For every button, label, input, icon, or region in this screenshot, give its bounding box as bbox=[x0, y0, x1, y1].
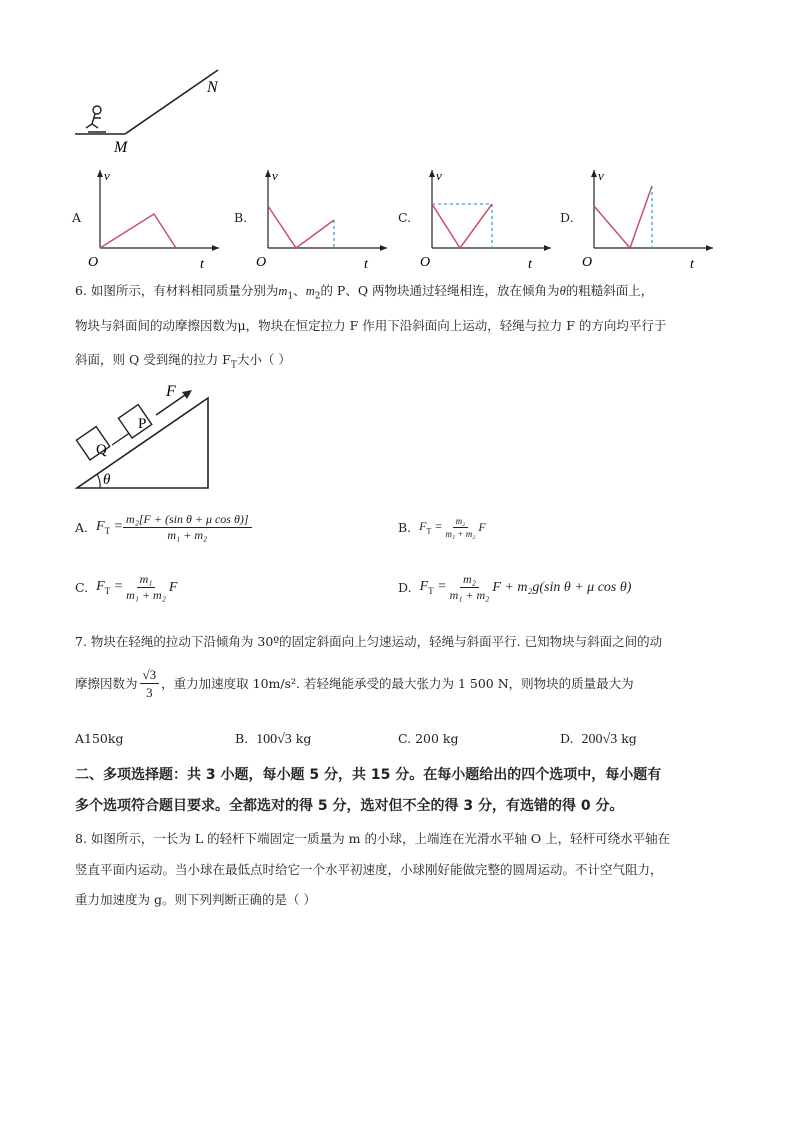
graph-c-curve bbox=[432, 204, 492, 248]
graph-c-t: t bbox=[528, 257, 532, 271]
q7-line1: 7. 物块在轻绳的拉动下沿倾角为 30º的固定斜面向上匀速运动，轻绳与斜面平行. 已知物块与斜面之间的动 bbox=[75, 634, 663, 649]
vt-graph-options bbox=[70, 166, 770, 276]
graph-c-origin: O bbox=[420, 255, 431, 270]
option-d-label: D. bbox=[560, 210, 574, 225]
graph-a-t: t bbox=[200, 257, 204, 271]
q6-option-c[interactable]: C. $F_T$ = $\frac{\text{m₁}}{\text{m₁ + m₂}}$ F bbox=[75, 572, 178, 602]
graph-b-v: v bbox=[272, 168, 278, 183]
option-b-label: B. bbox=[234, 210, 248, 225]
section2-line2: 多个选项符合题目要求。全都选对的得 5 分，选对但不全的得 3 分，有选错的得 0 分。 bbox=[75, 798, 624, 814]
graph-a-curve bbox=[100, 214, 176, 248]
graph-d-t: t bbox=[690, 257, 694, 271]
skier-icon bbox=[86, 106, 106, 132]
section2-line1: 二、多项选择题：共 3 小题，每小题 5 分，共 15 分。在每小题给出的四个选项中，每小题有 bbox=[75, 767, 662, 783]
q6-option-d[interactable]: D. $F_T$ = $\frac{\text{m₂}}{\text{m₁ + m₂}}$ F + m₂g(sin θ + μ cos θ) bbox=[398, 572, 632, 602]
q6-option-b[interactable]: B. $F_T$ = $\frac{\text{m₂}}{\text{m₁ + m₂}}$ F bbox=[398, 516, 486, 539]
incline-figure bbox=[70, 378, 220, 493]
graph-a bbox=[84, 166, 224, 271]
q6-line3: 斜面，则 Q 受到绳的拉力 $F_T$大小（ ） bbox=[75, 352, 291, 371]
q8-line3: 重力加速度为 g。则下列判断正确的是（ ） bbox=[75, 892, 316, 907]
q7-option-a[interactable]: A150kg bbox=[75, 731, 124, 746]
graph-c-v: v bbox=[436, 168, 442, 183]
graph-a-v: v bbox=[104, 168, 110, 183]
slope-line bbox=[125, 70, 218, 134]
option-a-label: A bbox=[72, 210, 82, 225]
graph-d-origin: O bbox=[582, 255, 593, 270]
fig-p: P bbox=[138, 416, 147, 432]
fig-f: F bbox=[166, 383, 176, 400]
option-c-label: C. bbox=[398, 210, 412, 225]
graph-b-origin: O bbox=[256, 255, 267, 270]
q7-option-c[interactable]: C. 200 kg bbox=[398, 731, 459, 746]
graph-b-curve bbox=[268, 206, 334, 248]
block-p bbox=[118, 405, 151, 438]
graph-d-v: v bbox=[598, 168, 604, 183]
q6-line2: 物块与斜面间的动摩擦因数为μ，物块在恒定拉力 F 作用下沿斜面向上运动，轻绳与拉力 F 的方向均平行于 bbox=[75, 318, 667, 333]
label-m: M bbox=[114, 139, 128, 156]
graph-c bbox=[416, 166, 556, 271]
graph-d bbox=[578, 166, 718, 271]
q7-option-d[interactable]: D. 200√3 kg bbox=[560, 731, 637, 747]
fig-theta: θ bbox=[103, 472, 111, 488]
angle-arc bbox=[97, 474, 100, 488]
q7-option-b[interactable]: B. 100√3 kg bbox=[235, 731, 312, 747]
label-n: N bbox=[207, 79, 218, 96]
q7-line2: 摩擦因数为 $\frac{√3}{3}$ ，重力加速度取 10m/s². 若轻绳能承受的最大张力为 1 500 N，则物块的质量最大为 bbox=[75, 667, 634, 700]
ski-slope-figure bbox=[70, 66, 230, 156]
graph-b bbox=[252, 166, 392, 271]
graph-b-t: t bbox=[364, 257, 368, 271]
q8-line1: 8. 如图所示，一长为 L 的轻杆下端固定一质量为 m 的小球，上端连在光滑水平轴 O 上，轻杆可绕水平轴在 bbox=[75, 831, 671, 846]
q6-option-a[interactable]: A. $F_T$ = $\frac{\text{m₂[F + (sin θ + μ cos θ)]}}{\text{m₁ + m₂}}$ bbox=[75, 512, 252, 543]
graph-d-curve bbox=[594, 186, 652, 248]
q8-line2: 竖直平面内运动。当小球在最低点时给它一个水平初速度，小球刚好能做完整的圆周运动。不计空气阻力， bbox=[75, 862, 663, 877]
fig-q: Q bbox=[96, 442, 107, 458]
graph-a-origin: O bbox=[88, 255, 99, 270]
q6-line1: 6. 如图所示，有材料相同质量分别为$m_1$、$m_2$的 P、Q 两物块通过轻绳相连，放在倾角为θ的粗糙斜面上， bbox=[75, 283, 654, 302]
